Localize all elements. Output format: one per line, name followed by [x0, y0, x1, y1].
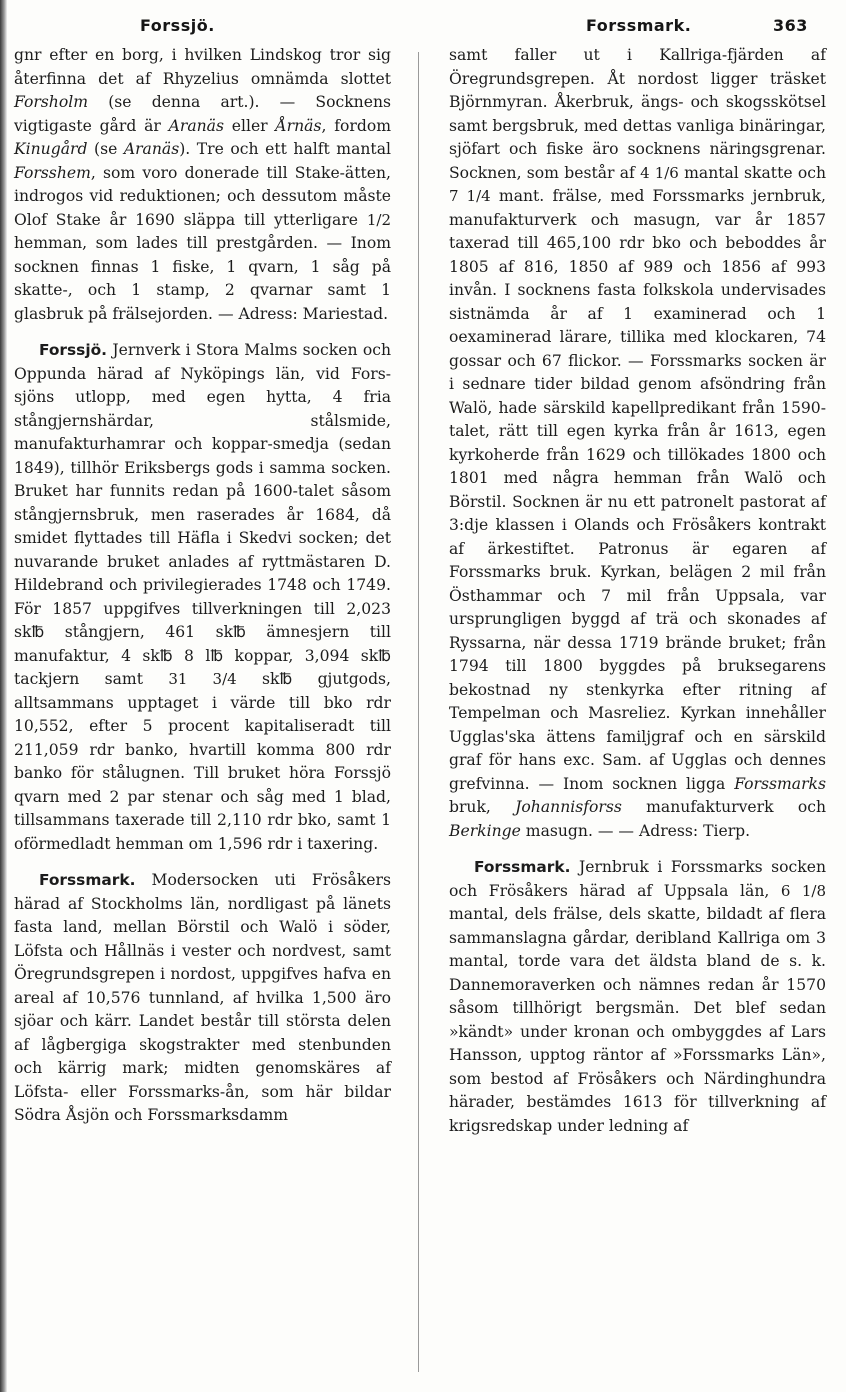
entry-headword: Forssmark.: [38, 871, 136, 889]
right-column: [449, 44, 826, 1138]
entry-headword: Forssjö.: [38, 341, 108, 359]
entry-forssmark-parish: Forssmark. Modersocken uti Frösåkers härad af Stockholms län, nordligast på länets fasta land, mellan Börstil och Walö i söder, Löfsta och Hållnäs i vester och nordvest, samt Öregrundsgrepen i nordost, uppgifves hafva en areal af 10,576 tunnland, af hvilka 1,500 äro sjöar och kärr. Landet består till största delen af lågbergiga skogstrakter med stenbunden och kärrig mark; midten genomskäres af Löfsta- eller Forssmarks-ån, som här bildar Södra Åsjön och Forssmarksdamm: [14, 871, 391, 1124]
book-spine-edge: [0, 0, 7, 1392]
running-head-left: Forssjö.: [140, 16, 215, 35]
running-head-right: Forssmark.: [586, 16, 692, 35]
page-number: 363: [773, 16, 808, 35]
entry-forssjo: Forssjö. Jernverk i Stora Malms socken och Oppunda härad af Nyköpings län, vid Fors-sjöns utlopp, med egen hytta, 4 fria stångjernshärdar, stålsmide, manufakturhamrar och koppar-smedja (sedan 1849), tillhör Eriksbergs gods i samma socken. Bruket har funnits redan på 1600-talet såsom stångjernsbruk, men raserades år 1684, då smidet flyttades till Häfla i Skedvi socken; det nuvarande bruket anlades af ryttmästaren D. Hildebrand och privilegierades 1748 och 1749. För 1857 uppgifves tillverkningen till 2,023 sk℔ stångjern, 461 sk℔ ämnesjern till manufaktur, 4 sk℔ 8 l℔ koppar, 3,094 sk℔ tackjern samt 31 3/4 sk℔ gjutgods, alltsammans upptaget i värde till bko rdr 10,552, efter 5 procent kapitaliseradt till 211,059 rdr banko, hvartill komma 800 rdr banko för stålugnen. Till bruket höra Forssjö qvarn med 2 par stenar och såg med 1 blad, tillsammans taxerade till 2,110 rdr bko, samt 1 oförmedladt hemman om 1,596 rdr i taxering.: [14, 341, 392, 853]
entry-headword: Forssmark.: [473, 858, 571, 876]
column-divider: [418, 52, 419, 1372]
entry-forssmark-works: Forssmark. Jernbruk i Forssmarks socken och Frösåkers härad af Uppsala län, 6 1/8 mantal, dels frälse, dels skatte, bildadt af flera sammanslagna gårdar, deribland Kallriga om 3 mantal, torde vara det äldsta bland de s. k. Dannemoraverken och nämnes redan år 1570 såsom tillhörigt bergsmän. Det blef sedan »kändt» under kronan och ombyggdes af Lars Hansson, upptog räntor af »Forssmarks Län», som bestod af Frösåkers och Närdinghundra härader, bestämdes 1613 för tillverkning af krigsredskap under ledning af: [449, 858, 827, 1135]
continued-entry-text: gnr efter en borg, i hvilken Lindskog tror sig återfinna det af Rhyzelius omnämda slottet Forsholm (se denna art.). — Socknens vigtigaste gård är Aranäs eller Årnäs, fordom Kinugård (se Aranäs). Tre och ett halft mantal Forsshem, som voro donerade till Stake-ätten, indrogos vid reduktionen; och dessutom måste Olof Stake år 1690 släppa till ytterligare 1/2 hemman, som lades till prestgården. — Inom socknen finnas 1 fiske, 1 qvarn, 1 såg på skatte-, och 1 stamp, 2 qvarnar samt 1 glasbruk på frälsejorden. — Adress: Mariestad.: [14, 46, 391, 323]
left-column: [14, 44, 391, 1128]
continued-entry-text: samt faller ut i Kallriga-fjärden af Öregrundsgrepen. Åt nordost ligger träsket Björnmyran. Åkerbruk, ängs- och skogsskötsel samt bergsbruk, med dettas vanliga binäringar, sjöfart och fiske äro socknens näringsgrenar. Socknen, som består af 4 1/6 mantal skatte och 7 1/4 mant. frälse, med Forssmarks jernbruk, manufakturverk och masugn, var år 1857 taxerad till 465,100 rdr bko och beboddes år 1805 af 816, 1850 af 989 och 1856 af 993 invån. I socknens fasta folkskola undervisades sistnämda år af 1 examinerad och 1 oexaminerad lärare, tillika med klockaren, 74 gossar och 67 flickor. — Forssmarks socken är i sednare tider bildad genom afsöndring från Walö, hade särskild kapellpredikant från 1590-talet, rätt till egen kyrka från år 1613, egen kyrkoherde från 1629 och tillökades 1800 och 1801 med några hemman från Walö och Börstil. Socknen är nu ett patronelt pastorat af 3:dje klassen i Olands och Frösåkers kontrakt af ärkestiftet. Patronus är egaren af Forssmarks bruk. Kyrkan, belägen 2 mil från Östhammar och 7 mil från Uppsala, var ursprungligen byggd af trä och skonades af Ryssarna, när dessa 1719 brände bruket; från 1794 till 1800 byggdes på bruksegarens bekostnad ny stenkyrka efter ritning af Tempelman och Masreliez. Kyrkan innehåller Ugglas'ska ättens familjgraf och en särskild graf för hans exc. Sam. af Ugglas och dennes grefvinna. — Inom socknen ligga Forssmarks bruk, Johannisforss manufakturverk och Berkinge masugn. — — Adress: Tierp.: [449, 46, 827, 840]
